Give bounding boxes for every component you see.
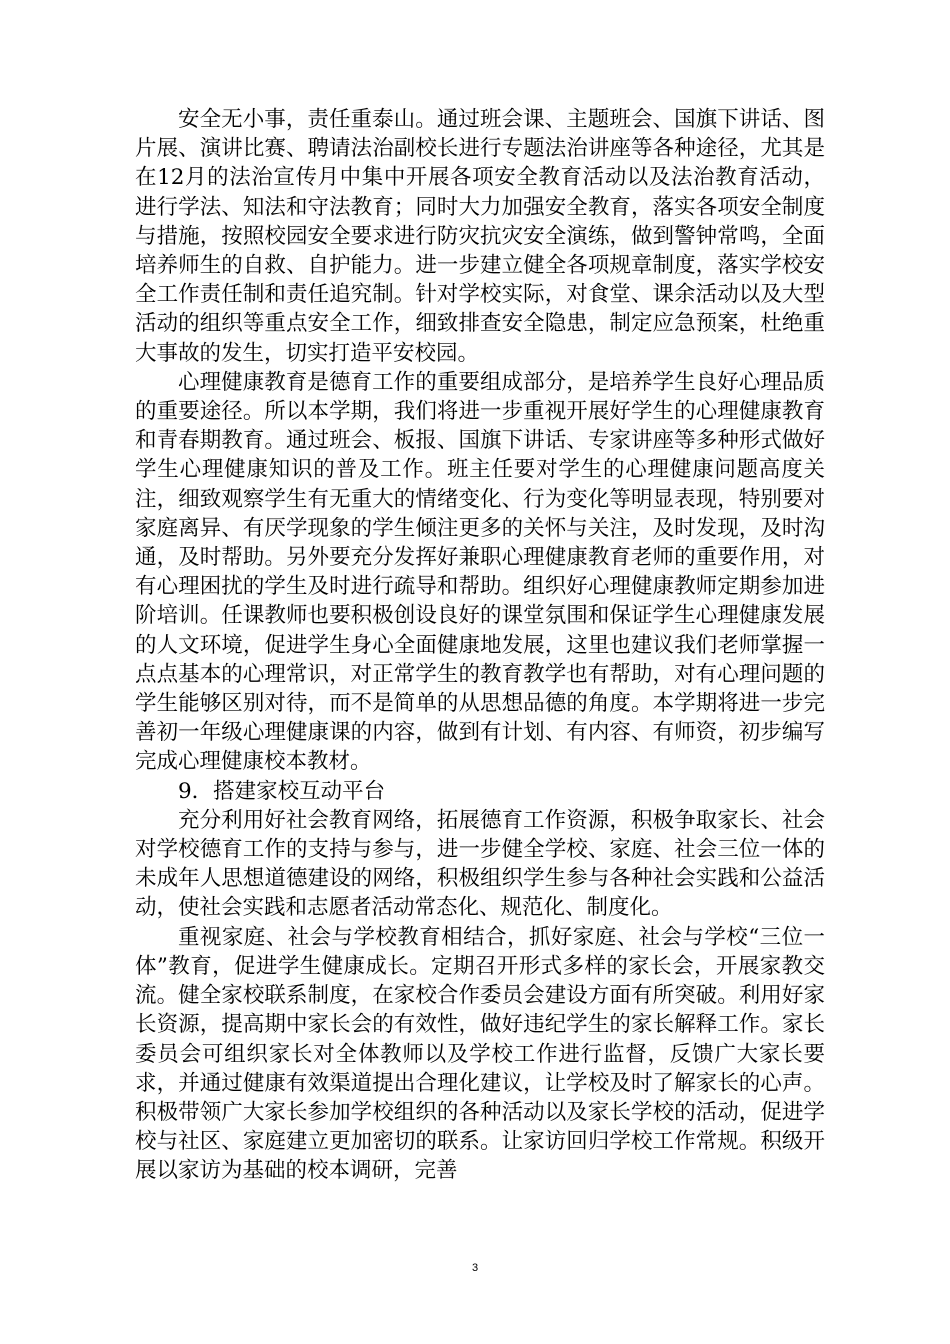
paragraph-mental-health-education: 心理健康教育是德育工作的重要组成部分，是培养学生良好心理品质的重要途径。所以本学期，我们将进一步重视开展好学生的心理健康教育和青春期教育。通过班会、板报、国旗下讲话、专家讲座等多种形式做好学生心理健康知识的普及工作。班主任要对学生的心理健康问题高度关注，细致观察学生有无重大的情绪变化、行为变化等明显表现，特别要对家庭离异、有厌学现象的学生倾注更多的关怀与关注，及时发现，及时沟通，及时帮助。另外要充分发挥好兼职心理健康教育老师的重要作用，对有心理困扰的学生及时进行疏导和帮助。组织好心理健康教师定期参加进阶培训。任课教师也要积极创设良好的课堂氛围和保证学生心理健康发展的人文环境，促进学生身心全面健康地发展，这里也建议我们老师掌握一点点基本的心理常识，对正常学生的教育教学也有帮助，对有心理问题的学生能够区别对待，而不是简单的从思想品德的角度。本学期将进一步完善初一年级心理健康课的内容，做到有计划、有内容、有师资，初步编写完成心理健康校本教材。 [135, 369, 825, 775]
page-number: 3 [471, 1262, 479, 1274]
paragraph-family-school-cooperation: 重视家庭、社会与学校教育相结合，抓好家庭、社会与学校“三位一体”教育，促进学生健康成长。定期召开形式多样的家长会，开展家教交流。健全家校联系制度，在家校合作委员会建设方面有所突破。利用好家长资源，提高期中家长会的有效性，做好违纪学生的家长解释工作。家长委员会可组织家长对全体教师以及学校工作进行监督，反馈广大家长要求，并通过健康有效渠道提出合理化建议，让学校及时了解家长的心声。积极带领广大家长参加学校组织的各种活动以及家长学校的活动，促进学校与社区、家庭建立更加密切的联系。让家访回归学校工作常规。积级开展以家访为基础的校本调研，完善 [135, 924, 825, 1184]
section-heading-home-school-platform: 9．搭建家校互动平台 [178, 778, 386, 804]
paragraph-safety-education: 安全无小事，责任重泰山。通过班会课、主题班会、国旗下讲话、图片展、演讲比赛、聘请法治副校长进行专题法治讲座等各种途径，尤其是在12月的法治宣传月中集中开展各项安全教育活动以及法治教育活动，进行学法、知法和守法教育；同时大力加强安全教育，落实各项安全制度与措施，按照校园安全要求进行防灾抗灾安全演练，做到警钟常鸣，全面培养师生的自救、自护能力。进一步建立健全各项规章制度，落实学校安全工作责任制和责任追究制。针对学校实际，对食堂、课余活动以及大型活动的组织等重点安全工作，细致排查安全隐患，制定应急预案，杜绝重大事故的发生，切实打造平安校园。 [135, 107, 825, 366]
paragraph-social-education-network: 充分利用好社会教育网络，拓展德育工作资源，积极争取家长、社会对学校德育工作的支持与参与，进一步健全学校、家庭、社会三位一体的未成年人思想道德建设的网络，积极组织学生参与各种社会实践和公益活动，使社会实践和志愿者活动常态化、规范化、制度化。 [135, 807, 825, 921]
document-body [135, 105, 825, 1186]
